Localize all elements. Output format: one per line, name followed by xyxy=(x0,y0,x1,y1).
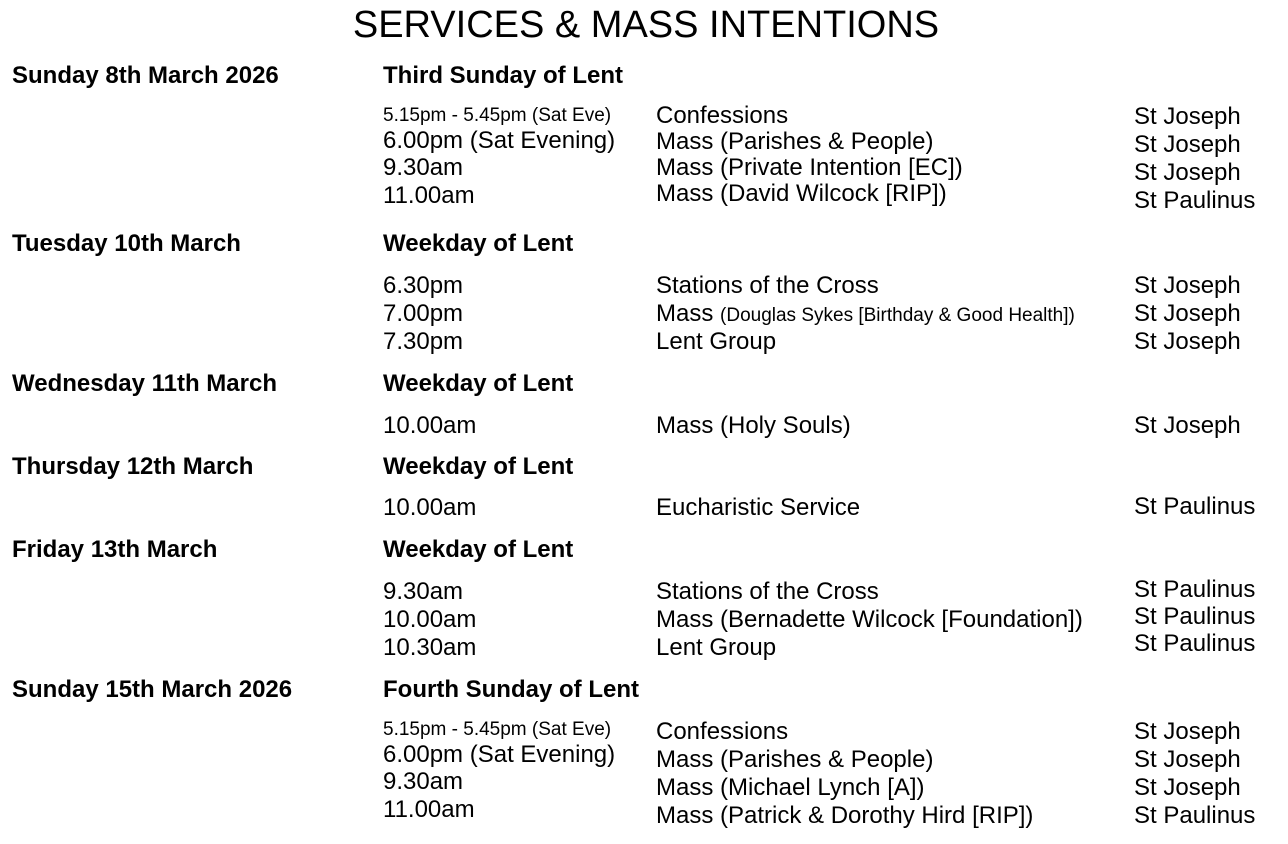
service-time: 9.30am xyxy=(383,768,464,795)
day-date: Sunday 8th March 2026 xyxy=(12,62,279,89)
service-church: St Joseph xyxy=(1134,272,1241,299)
service-church: St Paulinus xyxy=(1134,493,1256,520)
day-feast: Weekday of Lent xyxy=(383,453,574,480)
day-date: Thursday 12th March xyxy=(12,453,254,480)
service-time: 10.00am xyxy=(383,606,477,633)
service-name: Lent Group xyxy=(656,634,777,661)
service-name: Eucharistic Service xyxy=(656,494,861,521)
service-church: St Paulinus xyxy=(1134,603,1256,630)
service-time: 11.00am xyxy=(383,796,475,823)
service-church: St Paulinus xyxy=(1134,802,1256,829)
service-name: Confessions xyxy=(656,102,789,129)
service-name: Mass (Holy Souls) xyxy=(656,412,851,439)
service-time: 10.30am xyxy=(383,634,477,661)
service-intention: (Douglas Sykes [Birthday & Good Health]) xyxy=(720,305,1075,326)
service-church: St Joseph xyxy=(1134,718,1241,745)
service-time: 10.00am xyxy=(383,494,477,521)
service-name: Lent Group xyxy=(656,328,777,355)
service-church: St Joseph xyxy=(1134,412,1241,439)
day-date: Friday 13th March xyxy=(12,536,218,563)
service-church: St Joseph xyxy=(1134,328,1241,355)
service-church: St Joseph xyxy=(1134,103,1241,130)
service-name: Mass (David Wilcock [RIP]) xyxy=(656,180,947,207)
service-name: Mass (Bernadette Wilcock [Foundation]) xyxy=(656,606,1083,633)
service-name: Mass (Parishes & People) xyxy=(656,128,934,155)
service-name xyxy=(656,300,1075,330)
day-feast: Fourth Sunday of Lent xyxy=(383,676,639,703)
service-name: Mass (Patrick & Dorothy Hird [RIP]) xyxy=(656,802,1034,829)
service-time: 9.30am xyxy=(383,578,464,605)
day-date: Sunday 15th March 2026 xyxy=(12,676,293,703)
service-church: St Joseph xyxy=(1134,131,1241,158)
day-feast: Third Sunday of Lent xyxy=(383,62,623,89)
service-name: Mass (Private Intention [EC]) xyxy=(656,154,963,181)
service-church: St Joseph xyxy=(1134,746,1241,773)
service-church: St Joseph xyxy=(1134,159,1241,186)
day-date: Wednesday 11th March xyxy=(12,370,277,397)
day-feast: Weekday of Lent xyxy=(383,370,574,397)
service-time: 7.00pm xyxy=(383,300,464,327)
service-time: 5.15pm - 5.45pm (Sat Eve) xyxy=(383,105,612,126)
service-name: Mass (Parishes & People) xyxy=(656,746,934,773)
service-time: 5.15pm - 5.45pm (Sat Eve) xyxy=(383,719,612,740)
service-time: 10.00am xyxy=(383,412,477,439)
service-name: Stations of the Cross xyxy=(656,272,879,299)
service-name-main: Mass xyxy=(656,300,714,327)
service-time: 7.30pm xyxy=(383,328,464,355)
service-time: 6.00pm (Sat Evening) xyxy=(383,741,616,768)
service-church: St Joseph xyxy=(1134,774,1241,801)
service-church: St Joseph xyxy=(1134,300,1241,327)
page-title: SERVICES & MASS INTENTIONS xyxy=(352,4,940,46)
day-feast: Weekday of Lent xyxy=(383,230,574,257)
service-name: Mass (Michael Lynch [A]) xyxy=(656,774,925,801)
service-time: 11.00am xyxy=(383,182,475,209)
service-church: St Paulinus xyxy=(1134,630,1256,657)
service-name: Confessions xyxy=(656,718,789,745)
service-church: St Paulinus xyxy=(1134,576,1256,603)
service-time: 9.30am xyxy=(383,154,464,181)
service-church: St Paulinus xyxy=(1134,187,1256,214)
day-feast: Weekday of Lent xyxy=(383,536,574,563)
service-time: 6.00pm (Sat Evening) xyxy=(383,127,616,154)
service-time: 6.30pm xyxy=(383,272,464,299)
service-name: Stations of the Cross xyxy=(656,578,879,605)
day-date: Tuesday 10th March xyxy=(12,230,241,257)
